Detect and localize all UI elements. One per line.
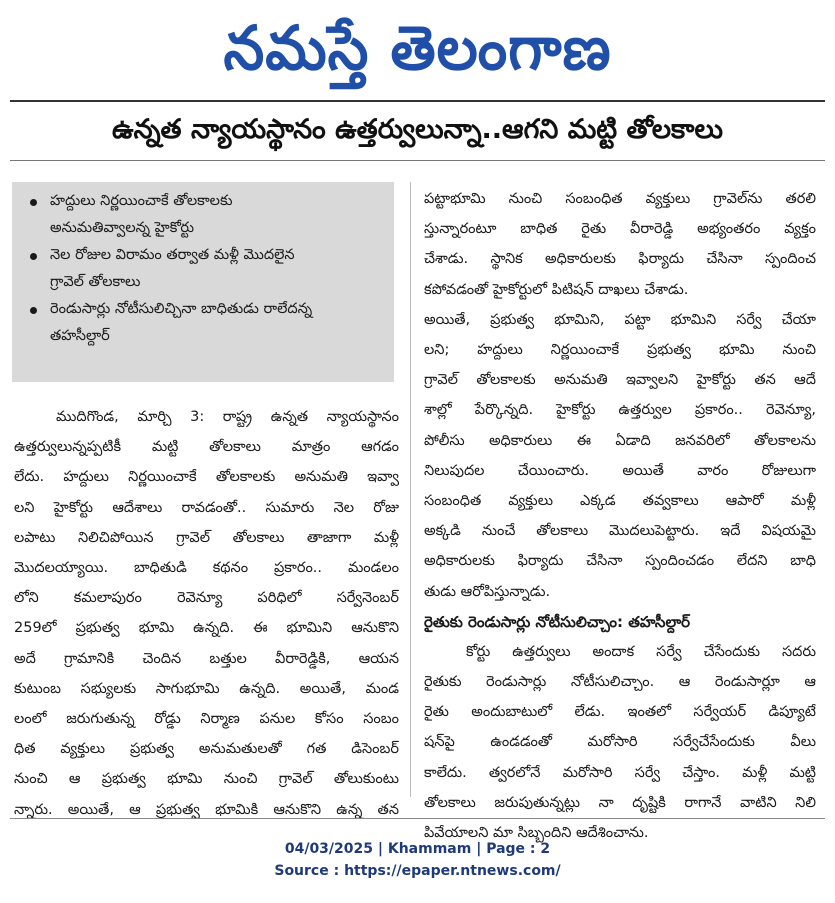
body-line: అయితే, ప్రభుత్వ భూమిని, పట్టా భూమిని సర్వే చేయా xyxy=(424,311,816,328)
highlight-line: రెండుసార్లు నోటీసులిచ్చినా బాధితుడు రాలేదన్న xyxy=(50,301,313,317)
page-footer xyxy=(0,838,835,882)
bullet-icon xyxy=(30,199,37,206)
section-subheading: రైతుకు రెండుసార్లు నోటీసులిచ్చాం: తహసీల్దార్ xyxy=(424,612,691,631)
bullet-icon xyxy=(30,253,37,260)
highlight-line: హద్దులు నిర్ణయించాకే తోలకాలకు xyxy=(50,193,233,209)
highlights-box xyxy=(12,182,394,382)
body-line: కాలేదు. త్వరలోనే మరోసారి సర్వే చేస్తాం. మళ్లీ మట్టి xyxy=(424,764,816,781)
body-line: నిలుపుదల చేయించారు. అయితే వారం రోజులుగా xyxy=(424,462,816,479)
source-link[interactable]: Source : https://epaper.ntnews.com/ xyxy=(274,863,561,879)
body-line: లని; హద్దులు నిర్ణయించాకే ప్రభుత్వ భూమి నుంచి xyxy=(424,342,816,359)
body-line: తోలకాలు జరుపుతున్నట్లు నా దృష్టికి రాగానే వాటిని నిలి xyxy=(424,794,816,811)
body-line: అదే గ్రామానికి చెందిన బత్తుల వీరారెడ్డికి, ఆయన xyxy=(14,650,399,667)
headline-divider xyxy=(10,160,825,161)
body-line: ధిత వ్యక్తులు ప్రభుత్వ అనుమతులతో గత డిసెంబర్ xyxy=(14,741,399,758)
body-line: అధికారులకు ఫిర్యాదు చేసినా స్పందించడం లేదని బాధి xyxy=(424,553,816,570)
body-line: లపాటు నిలిచిపోయిన గ్రావెల్ తోలకాలు తాజాగా మళ్లీ xyxy=(14,529,399,546)
body-line: చేశాడు. స్థానిక అధికారులకు ఫిర్యాదు చేసినా స్పందించ xyxy=(424,251,816,268)
body-line: రైతుకు రెండుసార్లు నోటీసులిచ్చాం. ఆ రెండుసార్లూ ఆ xyxy=(424,674,816,691)
highlight-item xyxy=(24,188,384,242)
body-line: ఉత్తర్వులున్నప్పటికీ మట్టి తోలకాలు మాత్రం ఆగడం xyxy=(14,439,399,456)
highlight-line: గ్రావెల్ తోలకాలు xyxy=(50,274,141,290)
article-right-column xyxy=(424,184,816,848)
body-line: ముదిగొండ, మార్చి 3: రాష్ట్ర ఉన్నత న్యాయస్థానం xyxy=(56,409,399,425)
body-line: నుంచి ఆ ప్రభుత్వ భూమి నుంచి గ్రావెల్ తోలుకుంటు xyxy=(14,771,399,788)
footer-divider xyxy=(10,818,825,819)
newspaper-logo: నమస్తే తెలంగాణ xyxy=(223,12,612,84)
highlight-line: అనుమతివ్వాలన్న హైకోర్టు xyxy=(50,220,195,236)
body-line: షన్‌పై ఉండడంతో మరోసారి సర్వేచేసేందుకు వీలు xyxy=(424,734,816,751)
body-line: పట్టాభూమి నుంచి సంబంధిత వ్యక్తులు గ్రావెల్‌ను తరలి xyxy=(424,191,816,207)
body-line: పివేయాలని మా సిబ్బందిని ఆదేశించాను. xyxy=(424,825,649,842)
body-line: మొదలయ్యాయి. బాధితుడి కథనం ప్రకారం.. మండలం xyxy=(14,560,399,577)
body-line: 259లో ప్రభుత్వ భూమి ఉన్నది. ఈ భూమిని ఆనుకొని xyxy=(14,620,399,637)
masthead xyxy=(0,4,835,94)
body-line: తుడు ఆరోపిస్తున్నాడు. xyxy=(424,583,551,600)
body-line: శాల్లో పేర్కొన్నది. హైకోర్టు ఉత్తర్వుల ప్రకారం.. రెవెన్యూ, xyxy=(424,402,816,419)
body-line: లంలో జరుగుతున్న రోడ్డు నిర్మాణ పనుల కోసం సంబం xyxy=(14,711,399,728)
masthead-divider xyxy=(10,100,825,102)
body-line: స్తున్నారంటూ బాధిత రైతు వీరారెడ్డి అభ్యంతరం వ్యక్తం xyxy=(424,221,816,238)
highlight-line: తహసీల్దార్ xyxy=(50,328,110,344)
body-line: కపోవడంతో హైకోర్టులో పిటిషన్ దాఖలు చేశాడు. xyxy=(424,281,689,298)
article-left-column xyxy=(14,402,399,825)
body-line: కోర్టు ఉత్తర్వులు అందాక సర్వే చేసేందుకు సదరు xyxy=(466,643,816,660)
bullet-icon xyxy=(30,307,37,314)
highlight-item xyxy=(24,296,384,350)
article-headline: ఉన్నత న్యాయస్థానం ఉత్తర్వులున్నా..ఆగని మట్టి తోలకాలు xyxy=(112,114,723,145)
highlight-item xyxy=(24,242,384,296)
body-line: గ్రావెల్ తోలకాలకు అనుమతి ఇవ్వాలని హైకోర్టు తన ఆదే xyxy=(424,372,816,389)
column-divider xyxy=(410,182,411,797)
edition-info: 04/03/2025 | Khammam | Page : 2 xyxy=(284,841,551,857)
body-line: కుటుంబ సభ్యులకు సాగుభూమి ఉన్నది. అయితే, మండ xyxy=(14,680,399,697)
body-line: అక్కడి నుంచే తోలకాలు మొదలుపెట్టారు. ఇదే విషయమై xyxy=(424,523,816,540)
body-line: లోని కమలాపురం రెవెన్యూ పరిధిలో సర్వేనెంబర్ xyxy=(14,590,399,607)
body-line: న్నారు. అయితే, ఆ ప్రభుత్వ భూమికి ఆనుకొని ఉన్న తన xyxy=(14,801,399,818)
body-line: పోలీసు అధికారులు ఈ ఏడాది జనవరిలో తోలకాలను xyxy=(424,432,816,449)
body-line: లేదు. హద్దులు నిర్ణయించాకే తోలకాలకు అనుమతి ఇవ్వా xyxy=(14,469,399,486)
body-line: సంబంధిత వ్యక్తులు ఎక్కడ తవ్వకాలు ఆపారో మళ్లీ xyxy=(424,493,816,510)
body-line: రైతు అందుబాటులో లేడు. ఇంతలో సర్వేయర్ డిప్యూటే xyxy=(424,704,816,721)
body-line: లని హైకోర్టు ఆదేశాలు రావడంతో.. సుమారు నెల రోజు xyxy=(14,499,399,516)
highlight-line: నెల రోజుల విరామం తర్వాత మళ్లీ మొదలైన xyxy=(50,247,295,263)
